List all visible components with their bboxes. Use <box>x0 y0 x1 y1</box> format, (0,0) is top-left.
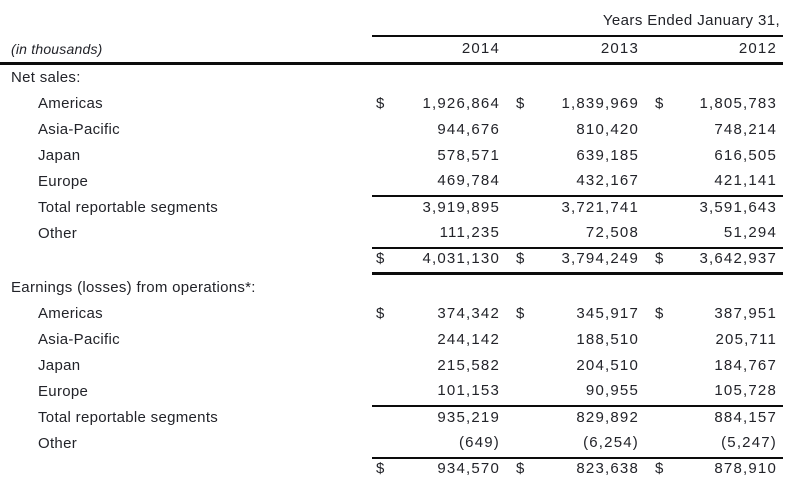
cell-value-2012: 105,728 <box>677 380 783 406</box>
column-header-row <box>0 36 783 64</box>
row-label: Other <box>38 435 78 452</box>
period-label: Years Ended January 31, <box>372 13 783 36</box>
currency-cell-empty <box>512 406 538 432</box>
table-row <box>0 92 783 118</box>
cell-value-2012: 878,910 <box>677 458 783 480</box>
cell-value-2013: 432,167 <box>538 170 651 196</box>
currency-symbol: $ <box>376 95 385 112</box>
row-label: Europe <box>38 383 89 400</box>
cell-value-2014: 101,153 <box>398 380 512 406</box>
currency-cell-empty <box>651 354 677 380</box>
cell-value-2013: 639,185 <box>576 147 639 164</box>
cell-value-2013: 204,510 <box>576 357 639 374</box>
currency-symbol: $ <box>655 95 664 112</box>
cell-value-2014: 3,919,895 <box>422 199 500 216</box>
cell-value-2014: (649) <box>398 432 512 458</box>
cell-value-2012: 616,505 <box>714 147 778 164</box>
section-header-row <box>0 64 783 92</box>
section-header-row <box>0 274 783 302</box>
section-title: Earnings (losses) from operations*: <box>11 279 256 296</box>
table-row <box>0 328 783 354</box>
cell-value-2014: 4,031,130 <box>398 248 512 274</box>
cell-value-2012: 3,642,937 <box>677 248 783 274</box>
currency-symbol: $ <box>516 305 525 322</box>
currency-cell-empty <box>372 118 398 144</box>
currency-cell-empty <box>651 196 677 222</box>
cell-value-2012: 205,711 <box>715 331 778 348</box>
currency-symbol: $ <box>651 248 677 274</box>
cell-value-2012: 51,294 <box>677 222 783 248</box>
currency-cell-empty <box>651 118 677 144</box>
currency-cell-empty <box>512 432 538 458</box>
cell-value-2012: 184,767 <box>714 357 778 374</box>
table-row <box>0 354 783 380</box>
row-label <box>0 458 372 480</box>
row-label: Asia-Pacific <box>38 331 120 348</box>
row-label: Total reportable segments <box>38 409 219 426</box>
cell-value-2014: 1,926,864 <box>422 95 500 112</box>
segment-results-table <box>0 13 783 480</box>
currency-cell-empty <box>512 222 538 248</box>
currency-cell-empty <box>651 170 677 196</box>
currency-cell-empty <box>651 406 677 432</box>
cell-value-2013: 3,794,249 <box>538 248 651 274</box>
cell-value-2013: 90,955 <box>538 380 651 406</box>
currency-cell-empty <box>372 380 398 406</box>
section-total-row <box>0 248 783 274</box>
row-label: Americas <box>38 305 103 322</box>
currency-cell-empty <box>512 354 538 380</box>
currency-cell-empty <box>372 196 398 222</box>
cell-value-2014: 944,676 <box>437 121 500 138</box>
table-row <box>0 118 783 144</box>
cell-value-2013: 823,638 <box>538 458 651 480</box>
cell-value-2012: 748,214 <box>714 121 778 138</box>
cell-value-2012: 1,805,783 <box>699 95 778 112</box>
cell-value-2012: 884,157 <box>714 409 778 426</box>
cell-value-2014: 374,342 <box>437 305 500 322</box>
table-row <box>0 302 783 328</box>
currency-cell-empty <box>512 380 538 406</box>
row-label: Americas <box>38 95 103 112</box>
cell-value-2013: 72,508 <box>538 222 651 248</box>
row-label: Japan <box>38 357 81 374</box>
cell-value-2012: 421,141 <box>677 170 783 196</box>
currency-cell-empty <box>372 144 398 170</box>
currency-cell-empty <box>372 354 398 380</box>
currency-symbol: $ <box>651 458 677 480</box>
cell-value-2014: 935,219 <box>437 409 500 426</box>
table-row <box>0 196 783 222</box>
section-total-row <box>0 458 783 480</box>
table-row <box>0 380 783 406</box>
cell-value-2013: 810,420 <box>576 121 639 138</box>
table-row <box>0 222 783 248</box>
currency-cell-empty <box>512 118 538 144</box>
currency-cell-empty <box>651 222 677 248</box>
currency-cell-empty <box>512 170 538 196</box>
currency-symbol: $ <box>516 95 525 112</box>
year-column-2013: 2013 <box>512 36 651 64</box>
table-row <box>0 144 783 170</box>
cell-value-2013: 3,721,741 <box>561 199 639 216</box>
cell-value-2013: 1,839,969 <box>561 95 639 112</box>
currency-cell-empty <box>372 406 398 432</box>
currency-cell-empty <box>372 222 398 248</box>
cell-value-2012: 3,591,643 <box>699 199 778 216</box>
currency-cell-empty <box>372 170 398 196</box>
currency-cell-empty <box>512 144 538 170</box>
row-label <box>0 248 372 274</box>
row-label: Asia-Pacific <box>38 121 120 138</box>
year-column-2014: 2014 <box>372 36 512 64</box>
cell-value-2013: 188,510 <box>576 331 639 348</box>
currency-cell-empty <box>651 328 677 354</box>
units-label: (in thousands) <box>0 36 372 64</box>
cell-value-2012: (5,247) <box>677 432 783 458</box>
cell-value-2013: 345,917 <box>576 305 639 322</box>
table-row <box>0 170 783 196</box>
currency-cell-empty <box>372 432 398 458</box>
currency-cell-empty <box>512 328 538 354</box>
currency-cell-empty <box>651 380 677 406</box>
cell-value-2014: 578,571 <box>437 147 500 164</box>
currency-cell-empty <box>372 328 398 354</box>
cell-value-2013: 829,892 <box>576 409 639 426</box>
cell-value-2014: 111,235 <box>398 222 512 248</box>
period-header-row <box>0 13 783 36</box>
row-label: Total reportable segments <box>38 199 219 216</box>
row-label: Japan <box>38 147 81 164</box>
spacer-cell <box>0 13 372 36</box>
table-row <box>0 406 783 432</box>
cell-value-2014: 244,142 <box>437 331 500 348</box>
currency-cell-empty <box>512 196 538 222</box>
row-label: Europe <box>38 173 89 190</box>
table-row <box>0 432 783 458</box>
currency-symbol: $ <box>512 458 538 480</box>
cell-value-2014: 215,582 <box>437 357 500 374</box>
cell-value-2014: 934,570 <box>398 458 512 480</box>
cell-value-2013: (6,254) <box>538 432 651 458</box>
currency-symbol: $ <box>512 248 538 274</box>
row-label: Other <box>38 225 78 242</box>
currency-cell-empty <box>651 144 677 170</box>
currency-symbol: $ <box>372 458 398 480</box>
currency-cell-empty <box>651 432 677 458</box>
section-title: Net sales: <box>11 69 81 86</box>
cell-value-2012: 387,951 <box>714 305 778 322</box>
cell-value-2014: 469,784 <box>398 170 512 196</box>
year-column-2012: 2012 <box>651 36 783 64</box>
currency-symbol: $ <box>655 305 664 322</box>
currency-symbol: $ <box>376 305 385 322</box>
currency-symbol: $ <box>372 248 398 274</box>
